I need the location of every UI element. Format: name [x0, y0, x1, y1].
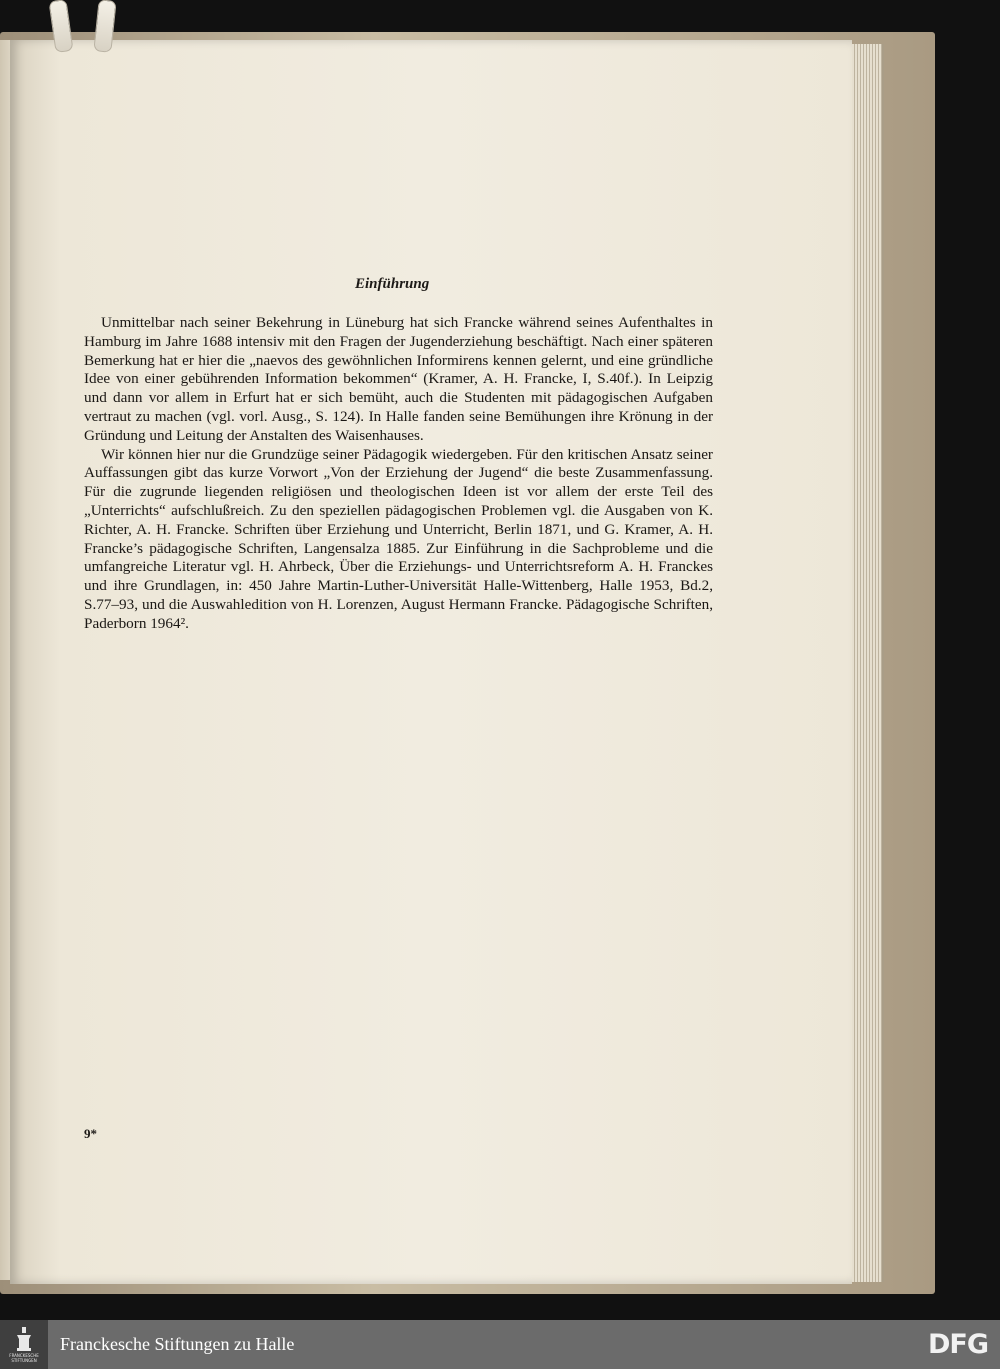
footer-title[interactable]: Franckesche Stiftungen zu Halle	[60, 1334, 295, 1354]
logo-label: FRANCKESCHE STIFTUNGEN	[9, 1352, 39, 1363]
book-page	[10, 40, 852, 1284]
paragraph: Unmittelbar nach seiner Bekehrung in Lüneburg hat sich Francke während seines Aufenthaltes in Hamburg im Jahre 1688 intensiv mit den Fragen der Jugenderziehung beschäftigt. Nach einer späteren Bemerkung hat er hier die „naevos des gewöhnlichen Informirens kennen gelernt, und eine gründliche Idee von einer gebührenden Information bekommen“ (Kramer, A. H. Francke, I, S.40f.). In Leipzig und dann vor allem in Erfurt hat er sich bemüht, auch die Studenten mit pädagogischen Aufgaben vertraut zu machen (vgl. vorl. Ausg., S. 124). In Halle fanden seine Bemühungen ihre Krönung in der Gründung und Leitung der Anstalten des Waisenhauses.	[84, 314, 713, 444]
footer-bar	[0, 1320, 1000, 1369]
dfg-logo[interactable]: DFG	[927, 1329, 988, 1360]
section-heading: Einführung	[355, 276, 430, 292]
signature-mark: 9*	[84, 1126, 97, 1141]
paragraph: Wir können hier nur die Grundzüge seiner Pädagogik wiedergeben. Für den kritischen Ansatz seiner Auffassungen gibt das kurze Vorwort „Von der Erziehung der Jugend“ die beste Zusammenfassung. Für die zugrunde liegenden religiösen und theologischen Ideen ist vor allem der erste Teil des „Unterrichts“ aufschlußreich. Zu den speziellen pädagogischen Problemen vgl. die Ausgaben von K. Richter, A. H. Francke. Schriften über Erziehung und Unterricht, Berlin 1871, und G. Kramer, A. H. Francke’s pädagogische Schriften, Langensalza 1885. Zur Einführung in die Sachprobleme und die umfangreiche Literatur vgl. H. Ahrbeck, Über die Erziehungs- und Unterrichtsreform A. H. Franckes und ihre Grundlagen, in: 450 Jahre Martin-Luther-Universität Halle-Wittenberg, Halle 1953, Bd.2, S.77–93, und die Auswahledition von H. Lorenzen, August Hermann Francke. Pädagogische Schriften, Paderborn 1964².	[84, 445, 713, 632]
foundation-logo[interactable]	[0, 1320, 48, 1369]
body-text	[84, 314, 713, 634]
foundation-emblem-icon	[15, 1327, 33, 1353]
page-edges	[852, 44, 884, 1282]
